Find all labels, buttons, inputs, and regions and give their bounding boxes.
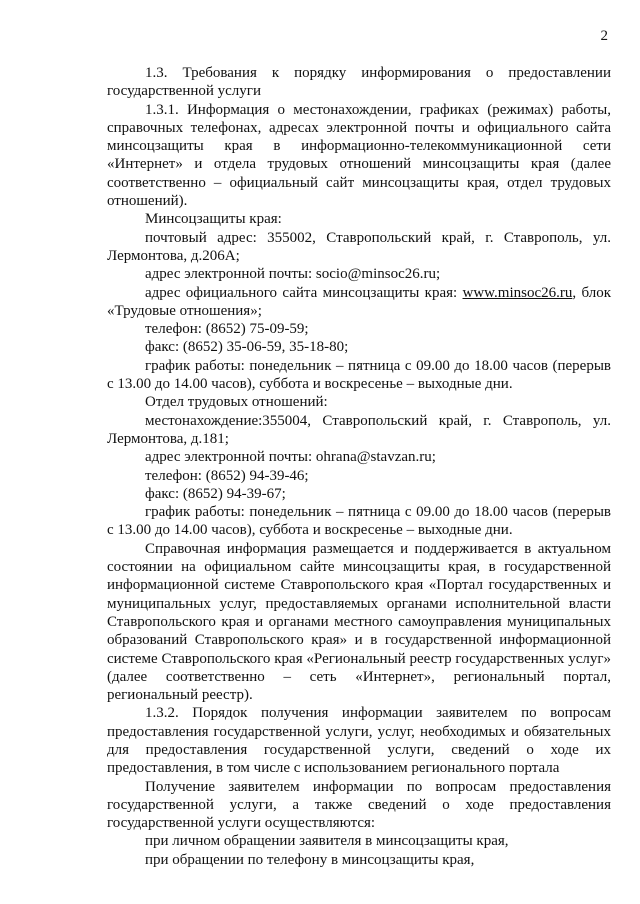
info-receipt-paragraph: Получение заявителем информации по вопросам предоставления государственной услуги, а также сведений о ходе предоставления государственной услуги осуществляются:	[107, 778, 611, 832]
paragraph-1-3-2: 1.3.2. Порядок получения информации заявителем по вопросам предоставления государственной услуги, услуг, необходимых и обязательных для предоставления государственной услуги, сведений о ходе их предоставления, в том числе с использованием регионального портала	[107, 705, 611, 777]
ministry-website-suffix: , блок «Трудовые отношения»;	[107, 284, 611, 319]
reference-info-paragraph: Справочная информация размещается и поддерживается в актуальном состоянии на официальном сайте минсоцзащиты края, в государственной информационной системе Ставропольского края «Портал государственных и муниципальных услуг, предоставляемых органами исполнительной власти Ставропольского края и органами местного самоуправления муниципальных образований Ставропольского края» и в государственной информационной системе Ставропольского края «Региональный реестр государственных услуг» (далее соответственно – сеть «Интернет», региональный портал, региональный реестр).	[107, 540, 611, 704]
labor-dept-phone: телефон: (8652) 94-39-46;	[145, 467, 309, 484]
labor-dept-heading: Отдел трудовых отношений:	[145, 394, 328, 411]
ministry-email: адрес электронной почты: socio@minsoc26.ru;	[145, 266, 441, 283]
ministry-schedule: график работы: понедельник – пятница с 09.00 до 18.00 часов (перерыв с 13.00 до 14.00 часов), суббота и воскресенье – выходные дни.	[107, 357, 611, 393]
ministry-website	[107, 284, 611, 321]
personal-visit-item: при личном обращении заявителя в минсоцзащиты края,	[145, 833, 509, 850]
document-body	[107, 64, 611, 869]
ministry-postal-address: почтовый адрес: 355002, Ставропольский край, г. Ставрополь, ул. Лермонтова, д.206А;	[107, 229, 611, 264]
labor-dept-schedule: график работы: понедельник – пятница с 09.00 до 18.00 часов (перерыв с 13.00 до 14.00 часов), суббота и воскресенье – выходные дни.	[107, 504, 611, 539]
paragraph-1-3-1: 1.3.1. Информация о местонахождении, графиках (режимах) работы, справочных телефонах, адресах электронной почты и официального сайта минсоцзащиты края в информационно-телекоммуникационной сети «Интернет» и отдела трудовых отношений минсоцзащиты края (далее соответственно – официальный сайт минсоцзащиты края, отдел трудовых отношений).	[107, 101, 611, 210]
labor-dept-fax: факс: (8652) 94-39-67;	[145, 485, 286, 502]
ministry-fax: факс: (8652) 35-06-59, 35-18-80;	[145, 339, 349, 356]
phone-request-item: при обращении по телефону в минсоцзащиты края,	[145, 851, 475, 868]
labor-dept-email: адрес электронной почты: ohrana@stavzan.ru;	[145, 449, 436, 466]
ministry-website-link[interactable]: www.minsoc26.ru	[462, 284, 573, 301]
section-heading-1-3: 1.3. Требования к порядку информирования о предоставлении государственной услуги	[107, 65, 611, 100]
ministry-website-label: адрес официального сайта минсоцзащиты края:	[145, 284, 463, 301]
ministry-heading: Минсоцзащиты края:	[145, 211, 282, 228]
ministry-phone: телефон: (8652) 75-09-59;	[145, 321, 309, 338]
labor-dept-location: местонахождение:355004, Ставропольский край, г. Ставрополь, ул. Лермонтова, д.181;	[107, 412, 611, 447]
page-number: 2	[600, 28, 608, 44]
